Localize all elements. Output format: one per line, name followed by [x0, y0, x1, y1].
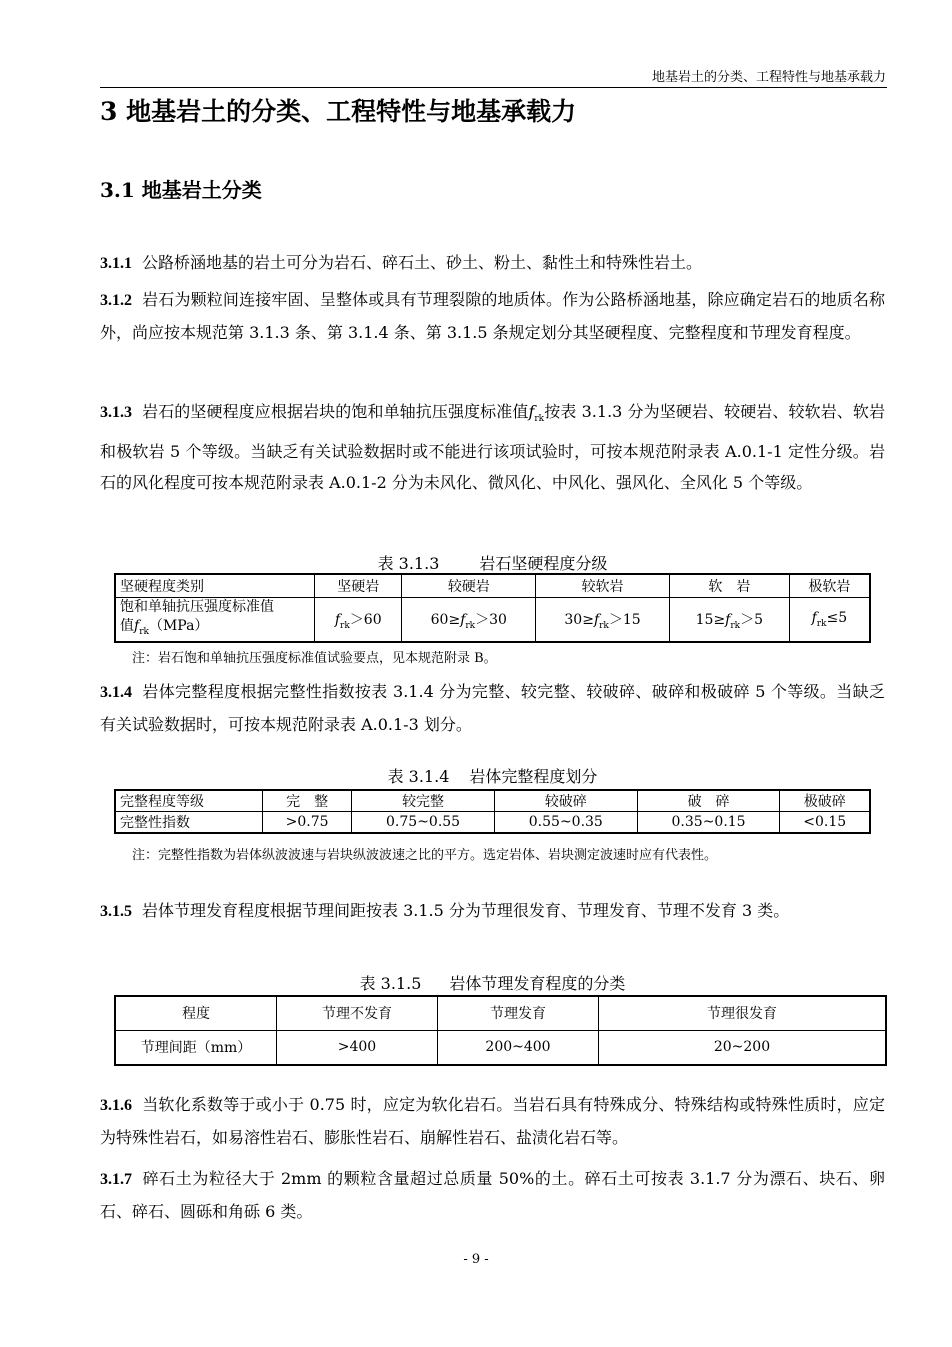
f-rk-subscript: rk [534, 414, 545, 425]
clause-number: 3.1.4 [100, 684, 132, 701]
table-row: 节理间距（mm） >400 200~400 20~200 [115, 1030, 886, 1065]
page-number: - 9 - [463, 1252, 489, 1267]
clause-text: 岩石为颗粒间连接牢固、呈整体或具有节理裂隙的地质体。作为公路桥涵地基，除应确定岩石的地质名称外，尚应按本规范第 3.1.3 条、第 3.1.4 条、第 3.1.5 条规定划分其坚硬程度、完整程度和节理发育程度。 [100, 290, 885, 342]
table-3-1-3-caption: 表 3.1.3 岩石坚硬程度分级 [377, 554, 608, 573]
clause-3-1-5 [100, 895, 885, 928]
table-3-1-5 [114, 995, 887, 1066]
table-header-row: 程度 节理不发育 节理发育 节理很发育 [115, 996, 886, 1030]
clause-number: 3.1.3 [100, 404, 132, 421]
table-note: 注：完整性指数为岩体纵波波速与岩块纵波波速之比的平方。选定岩体、岩块测定波速时应有代表性。 [132, 848, 718, 863]
f-rk-symbol: f [528, 402, 535, 421]
running-header: 地基岩土的分类、工程特性与地基承载力 [651, 70, 886, 85]
clause-text: 碎石土为粒径大于 2mm 的颗粒含量超过总质量 50%的土。碎石土可按表 3.1.7 分为漂石、块石、卵石、碎石、圆砾和角砾 6 类。 [100, 1169, 885, 1221]
clause-number: 3.1.2 [100, 292, 132, 309]
clause-3-1-4 [100, 676, 885, 740]
header-rule [100, 87, 887, 88]
table-row: 饱和单轴抗压强度标准值 值$f_{rk}(MPa)$ $f_{rk}>60$ $60\ge f_{rk}>30$ $30\ge f_{rk}>15$ $15\ge f_{rk}>5$ $f_{rk}\le 5$ [115, 597, 870, 642]
table-header-row: 完整程度等级 完 整 较完整 较破碎 破 碎 极破碎 [115, 790, 870, 812]
section-title: 3.1 地基岩土分类 [100, 178, 262, 202]
clause-3-1-2 [100, 284, 885, 348]
clause-number: 3.1.6 [100, 1097, 132, 1114]
clause-3-1-6 [100, 1089, 885, 1153]
clause-text: 当软化系数等于或小于 0.75 时，应定为软化岩石。当岩石具有特殊成分、特殊结构或特殊性质时，应定为特殊性岩石，如易溶性岩石、膨胀性岩石、崩解性岩石、盐渍化岩石等。 [100, 1095, 885, 1147]
clause-number: 3.1.7 [100, 1171, 132, 1188]
clause-number: 3.1.1 [100, 255, 132, 272]
clause-3-1-3 [100, 396, 885, 499]
clause-text: 按表 3.1.3 分为坚硬岩、较硬岩、较软岩、软岩和极软岩 5 个等级。当缺乏有关试验数据时或不能进行该项试验时，可按本规范附录表 A.0.1-1 定性分级。岩石的风化程度可按本规范附录表 A.0.1-2 分为未风化、微风化、中风化、强风化、全风化 5 个等级。 [100, 402, 885, 493]
table-3-1-4 [114, 789, 871, 834]
clause-text: 岩石的坚硬程度应根据岩块的饱和单轴抗压强度标准值 [142, 402, 529, 421]
clause-text: 公路桥涵地基的岩土可分为岩石、碎石土、砂土、粉土、黏性土和特殊性岩土。 [142, 253, 703, 272]
clause-text: 岩体节理发育程度根据节理间距按表 3.1.5 分为节理很发育、节理发育、节理不发育 3 类。 [142, 901, 790, 920]
chapter-title: 3 地基岩土的分类、工程特性与地基承载力 [100, 97, 577, 126]
table-row: 完整性指数 >0.75 0.75~0.55 0.55~0.35 0.35~0.15 <0.15 [115, 812, 870, 834]
table-3-1-4-caption: 表 3.1.4 岩体完整程度划分 [387, 767, 598, 786]
table-note: 注：岩石饱和单轴抗压强度标准值试验要点，见本规范附录 B。 [132, 651, 497, 666]
table-3-1-3 [114, 573, 871, 643]
table-3-1-5-caption: 表 3.1.5 岩体节理发育程度的分类 [359, 974, 626, 993]
clause-3-1-1 [100, 247, 885, 280]
clause-3-1-7 [100, 1163, 885, 1227]
clause-text: 岩体完整程度根据完整性指数按表 3.1.4 分为完整、较完整、较破碎、破碎和极破碎 5 个等级。当缺乏有关试验数据时，可按本规范附录表 A.0.1-3 划分。 [100, 682, 885, 734]
table-header-row: 坚硬程度类别 坚硬岩 较硬岩 较软岩 软 岩 极软岩 [115, 574, 870, 597]
clause-number: 3.1.5 [100, 903, 132, 920]
